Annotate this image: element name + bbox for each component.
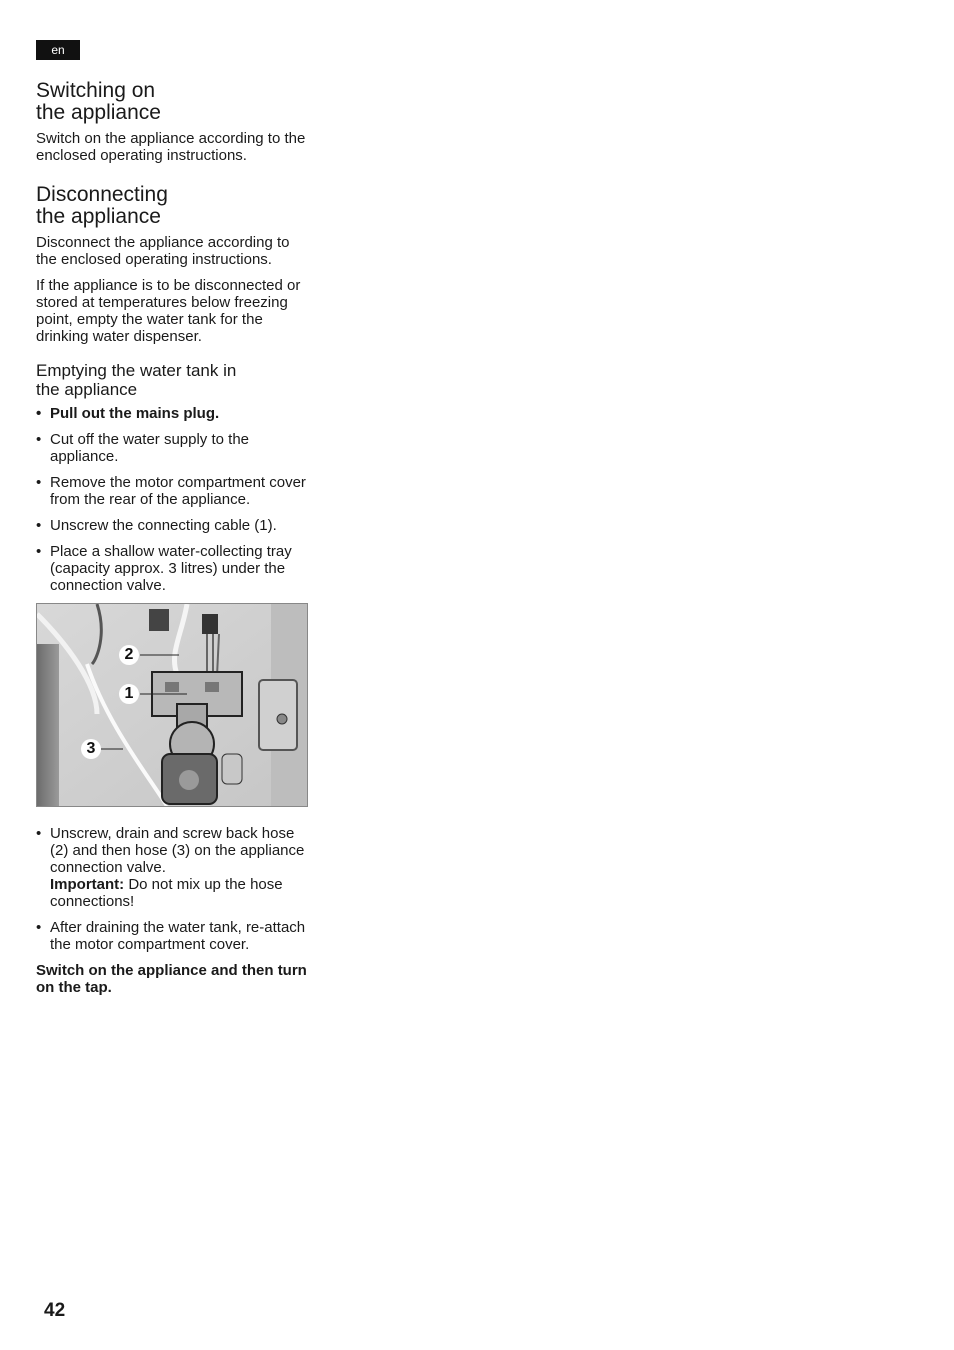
steps-list-after [36, 825, 308, 953]
content-column [36, 80, 308, 996]
callout-2: 2 [119, 645, 139, 665]
disconnecting-body-2: If the appliance is to be disconnected or stored at temperatures below freezing point, empty the water tank for the drinking water dispenser. [36, 277, 301, 345]
section-disconnecting [36, 184, 308, 345]
step-cut-water-supply: • Cut off the water supply to the appliance. [36, 431, 308, 465]
step-unscrew-cable: • Unscrew the connecting cable (1). [36, 517, 308, 534]
step-place-tray: • Place a shallow water-collecting tray (capacity approx. 3 litres) under the connection valve. [36, 543, 308, 594]
step-reattach-cover: • After draining the water tank, re-attach the motor compartment cover. [36, 919, 308, 953]
important-label: Important: [50, 876, 125, 893]
heading-emptying-water-tank: Emptying the water tank in the appliance [36, 361, 237, 399]
steps-list-before [36, 405, 308, 594]
switching-on-body: Switch on the appliance according to the enclosed operating instructions. [36, 130, 306, 164]
disconnecting-body-1: Disconnect the appliance according to the enclosed operating instructions. [36, 234, 290, 268]
step-pull-mains-plug: • Pull out the mains plug. [36, 405, 308, 422]
language-tag: en [36, 40, 80, 60]
heading-switching-on: Switching on the appliance [36, 79, 161, 124]
heading-disconnecting: Disconnecting the appliance [36, 183, 168, 228]
step-remove-cover: • Remove the motor compartment cover from the rear of the appliance. [36, 474, 308, 508]
connection-valve-figure [36, 603, 308, 807]
final-instruction: Switch on the appliance and then turn on the tap. [36, 962, 307, 996]
section-emptying-water-tank [36, 361, 308, 996]
callout-1: 1 [119, 684, 139, 704]
important-text: Do not mix up the hose connections! [50, 876, 283, 910]
section-switching-on [36, 80, 308, 164]
step-drain-hoses: • Unscrew, drain and screw back hose (2) and then hose (3) on the appliance connection valve. Important: Do not mix up the hose connections! [36, 825, 308, 910]
valve-illustration [37, 604, 307, 806]
page-number: 42 [44, 1300, 66, 1321]
callout-3: 3 [81, 739, 101, 759]
